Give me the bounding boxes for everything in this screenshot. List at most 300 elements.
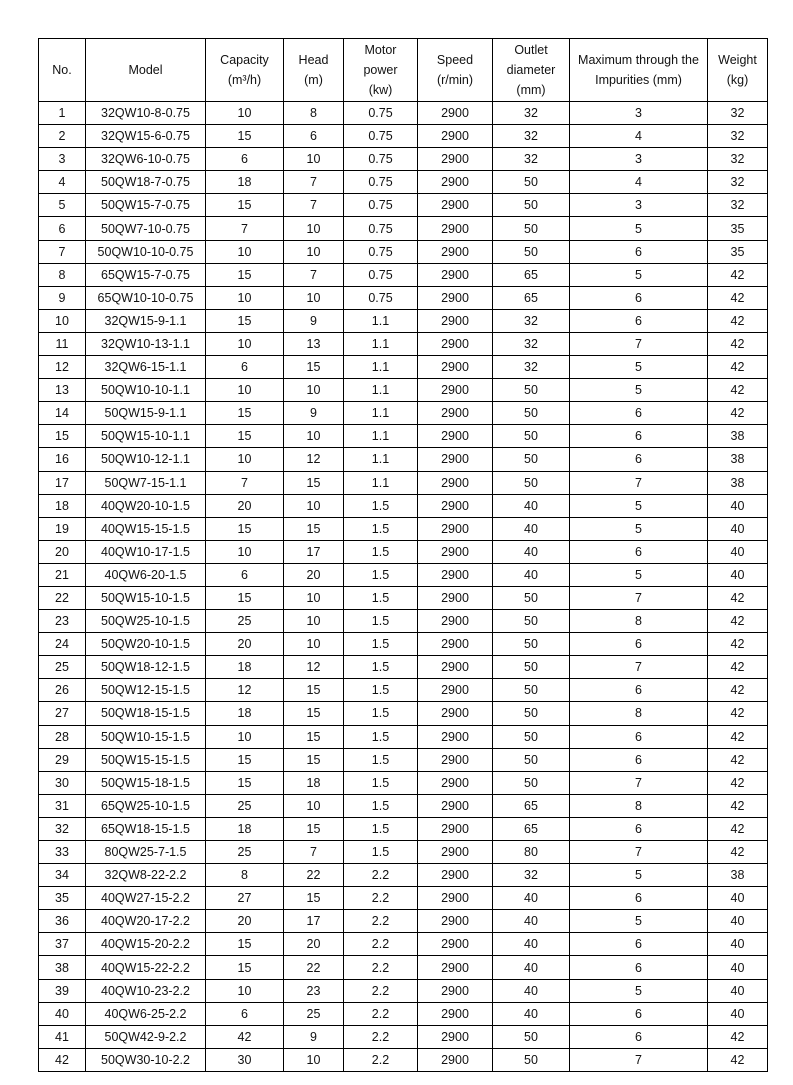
cell-weight: 40 xyxy=(708,933,768,956)
cell-capacity: 7 xyxy=(206,471,284,494)
cell-motor-power: 1.5 xyxy=(344,586,418,609)
cell-head: 22 xyxy=(284,956,344,979)
cell-outlet-diameter: 50 xyxy=(493,217,570,240)
cell-model: 40QW10-23-2.2 xyxy=(86,979,206,1002)
cell-capacity: 6 xyxy=(206,356,284,379)
cell-motor-power: 1.5 xyxy=(344,817,418,840)
cell-no: 15 xyxy=(39,425,86,448)
cell-max-impurities: 6 xyxy=(570,679,708,702)
cell-max-impurities: 6 xyxy=(570,956,708,979)
cell-max-impurities: 6 xyxy=(570,1025,708,1048)
cell-capacity: 15 xyxy=(206,194,284,217)
cell-max-impurities: 3 xyxy=(570,148,708,171)
cell-head: 15 xyxy=(284,679,344,702)
cell-model: 50QW30-10-2.2 xyxy=(86,1048,206,1071)
cell-model: 40QW20-10-1.5 xyxy=(86,494,206,517)
cell-model: 80QW25-7-1.5 xyxy=(86,841,206,864)
cell-speed: 2900 xyxy=(418,171,493,194)
table-row xyxy=(39,656,768,679)
cell-head: 10 xyxy=(284,217,344,240)
cell-speed: 2900 xyxy=(418,633,493,656)
cell-speed: 2900 xyxy=(418,864,493,887)
cell-model: 50QW15-10-1.5 xyxy=(86,586,206,609)
cell-model: 50QW15-15-1.5 xyxy=(86,748,206,771)
cell-outlet-diameter: 65 xyxy=(493,794,570,817)
cell-speed: 2900 xyxy=(418,240,493,263)
cell-outlet-diameter: 32 xyxy=(493,148,570,171)
cell-head: 15 xyxy=(284,725,344,748)
cell-capacity: 15 xyxy=(206,309,284,332)
cell-no: 16 xyxy=(39,448,86,471)
cell-speed: 2900 xyxy=(418,887,493,910)
cell-model: 50QW10-15-1.5 xyxy=(86,725,206,748)
table-row xyxy=(39,425,768,448)
cell-max-impurities: 6 xyxy=(570,425,708,448)
cell-weight: 35 xyxy=(708,217,768,240)
cell-no: 27 xyxy=(39,702,86,725)
cell-no: 14 xyxy=(39,402,86,425)
cell-head: 10 xyxy=(284,148,344,171)
cell-capacity: 25 xyxy=(206,794,284,817)
cell-outlet-diameter: 40 xyxy=(493,956,570,979)
cell-weight: 40 xyxy=(708,540,768,563)
cell-weight: 40 xyxy=(708,1002,768,1025)
cell-model: 40QW15-15-1.5 xyxy=(86,517,206,540)
table-row xyxy=(39,933,768,956)
cell-model: 50QW7-15-1.1 xyxy=(86,471,206,494)
header-motor-power: Motor power (kw) xyxy=(344,39,418,102)
cell-weight: 32 xyxy=(708,125,768,148)
cell-outlet-diameter: 50 xyxy=(493,702,570,725)
cell-max-impurities: 6 xyxy=(570,448,708,471)
cell-outlet-diameter: 40 xyxy=(493,540,570,563)
cell-model: 32QW10-8-0.75 xyxy=(86,102,206,125)
cell-outlet-diameter: 50 xyxy=(493,402,570,425)
cell-speed: 2900 xyxy=(418,425,493,448)
cell-speed: 2900 xyxy=(418,217,493,240)
cell-outlet-diameter: 50 xyxy=(493,656,570,679)
cell-weight: 38 xyxy=(708,448,768,471)
cell-capacity: 10 xyxy=(206,379,284,402)
cell-model: 40QW20-17-2.2 xyxy=(86,910,206,933)
cell-no: 3 xyxy=(39,148,86,171)
cell-model: 50QW10-10-1.1 xyxy=(86,379,206,402)
table-row xyxy=(39,194,768,217)
table-body xyxy=(39,102,768,1072)
cell-head: 7 xyxy=(284,263,344,286)
cell-weight: 42 xyxy=(708,332,768,355)
cell-head: 15 xyxy=(284,817,344,840)
cell-capacity: 18 xyxy=(206,656,284,679)
cell-model: 40QW10-17-1.5 xyxy=(86,540,206,563)
cell-model: 32QW6-10-0.75 xyxy=(86,148,206,171)
table-row xyxy=(39,148,768,171)
table-row xyxy=(39,217,768,240)
cell-max-impurities: 8 xyxy=(570,794,708,817)
table-row xyxy=(39,725,768,748)
cell-speed: 2900 xyxy=(418,725,493,748)
cell-head: 12 xyxy=(284,448,344,471)
cell-weight: 42 xyxy=(708,633,768,656)
cell-motor-power: 1.5 xyxy=(344,610,418,633)
cell-head: 10 xyxy=(284,1048,344,1071)
cell-model: 65QW18-15-1.5 xyxy=(86,817,206,840)
cell-motor-power: 1.1 xyxy=(344,309,418,332)
cell-outlet-diameter: 65 xyxy=(493,263,570,286)
cell-capacity: 10 xyxy=(206,725,284,748)
table-row xyxy=(39,887,768,910)
cell-motor-power: 0.75 xyxy=(344,286,418,309)
cell-weight: 42 xyxy=(708,263,768,286)
cell-head: 9 xyxy=(284,402,344,425)
cell-no: 21 xyxy=(39,563,86,586)
cell-outlet-diameter: 40 xyxy=(493,494,570,517)
cell-no: 39 xyxy=(39,979,86,1002)
cell-outlet-diameter: 50 xyxy=(493,471,570,494)
cell-no: 18 xyxy=(39,494,86,517)
cell-no: 24 xyxy=(39,633,86,656)
cell-motor-power: 1.5 xyxy=(344,517,418,540)
cell-outlet-diameter: 40 xyxy=(493,887,570,910)
cell-motor-power: 2.2 xyxy=(344,1025,418,1048)
cell-weight: 40 xyxy=(708,517,768,540)
cell-no: 34 xyxy=(39,864,86,887)
cell-motor-power: 1.5 xyxy=(344,563,418,586)
cell-motor-power: 1.5 xyxy=(344,633,418,656)
cell-no: 37 xyxy=(39,933,86,956)
cell-capacity: 15 xyxy=(206,425,284,448)
cell-model: 32QW8-22-2.2 xyxy=(86,864,206,887)
cell-speed: 2900 xyxy=(418,610,493,633)
cell-no: 29 xyxy=(39,748,86,771)
table-row xyxy=(39,379,768,402)
cell-max-impurities: 5 xyxy=(570,217,708,240)
table-row xyxy=(39,794,768,817)
cell-speed: 2900 xyxy=(418,194,493,217)
cell-max-impurities: 4 xyxy=(570,171,708,194)
table-header xyxy=(39,39,768,102)
header-weight: Weight (kg) xyxy=(708,39,768,102)
cell-max-impurities: 6 xyxy=(570,725,708,748)
cell-no: 8 xyxy=(39,263,86,286)
cell-weight: 40 xyxy=(708,979,768,1002)
cell-capacity: 15 xyxy=(206,263,284,286)
table-row xyxy=(39,171,768,194)
cell-max-impurities: 5 xyxy=(570,910,708,933)
cell-head: 10 xyxy=(284,610,344,633)
cell-weight: 42 xyxy=(708,356,768,379)
cell-no: 13 xyxy=(39,379,86,402)
cell-motor-power: 2.2 xyxy=(344,1048,418,1071)
cell-max-impurities: 6 xyxy=(570,240,708,263)
cell-outlet-diameter: 50 xyxy=(493,725,570,748)
cell-model: 50QW15-10-1.1 xyxy=(86,425,206,448)
cell-outlet-diameter: 50 xyxy=(493,1025,570,1048)
cell-no: 42 xyxy=(39,1048,86,1071)
cell-motor-power: 2.2 xyxy=(344,979,418,1002)
cell-weight: 38 xyxy=(708,864,768,887)
header-outlet-diameter: Outlet diameter (mm) xyxy=(493,39,570,102)
cell-no: 1 xyxy=(39,102,86,125)
cell-max-impurities: 6 xyxy=(570,748,708,771)
cell-capacity: 18 xyxy=(206,817,284,840)
cell-weight: 42 xyxy=(708,748,768,771)
cell-model: 65QW15-7-0.75 xyxy=(86,263,206,286)
cell-motor-power: 1.5 xyxy=(344,494,418,517)
cell-model: 50QW42-9-2.2 xyxy=(86,1025,206,1048)
cell-no: 5 xyxy=(39,194,86,217)
cell-max-impurities: 6 xyxy=(570,933,708,956)
cell-motor-power: 2.2 xyxy=(344,864,418,887)
cell-speed: 2900 xyxy=(418,586,493,609)
cell-speed: 2900 xyxy=(418,841,493,864)
cell-max-impurities: 5 xyxy=(570,356,708,379)
table-row xyxy=(39,633,768,656)
cell-weight: 42 xyxy=(708,679,768,702)
cell-speed: 2900 xyxy=(418,910,493,933)
cell-motor-power: 2.2 xyxy=(344,956,418,979)
cell-head: 22 xyxy=(284,864,344,887)
cell-model: 50QW15-9-1.1 xyxy=(86,402,206,425)
cell-head: 13 xyxy=(284,332,344,355)
table-row xyxy=(39,102,768,125)
cell-head: 15 xyxy=(284,887,344,910)
cell-weight: 42 xyxy=(708,1025,768,1048)
cell-speed: 2900 xyxy=(418,1048,493,1071)
cell-model: 50QW18-7-0.75 xyxy=(86,171,206,194)
cell-head: 10 xyxy=(284,286,344,309)
cell-head: 12 xyxy=(284,656,344,679)
cell-speed: 2900 xyxy=(418,817,493,840)
cell-no: 38 xyxy=(39,956,86,979)
header-no: No. xyxy=(39,39,86,102)
cell-speed: 2900 xyxy=(418,656,493,679)
cell-outlet-diameter: 32 xyxy=(493,332,570,355)
cell-outlet-diameter: 40 xyxy=(493,979,570,1002)
cell-model: 50QW15-18-1.5 xyxy=(86,771,206,794)
table-row xyxy=(39,841,768,864)
cell-max-impurities: 6 xyxy=(570,1002,708,1025)
cell-max-impurities: 6 xyxy=(570,309,708,332)
cell-head: 6 xyxy=(284,125,344,148)
cell-capacity: 30 xyxy=(206,1048,284,1071)
cell-head: 23 xyxy=(284,979,344,1002)
cell-weight: 42 xyxy=(708,771,768,794)
cell-model: 40QW6-25-2.2 xyxy=(86,1002,206,1025)
cell-outlet-diameter: 50 xyxy=(493,586,570,609)
table-row xyxy=(39,332,768,355)
cell-head: 10 xyxy=(284,240,344,263)
table-row xyxy=(39,1002,768,1025)
cell-weight: 42 xyxy=(708,794,768,817)
cell-capacity: 15 xyxy=(206,517,284,540)
cell-outlet-diameter: 32 xyxy=(493,102,570,125)
cell-motor-power: 0.75 xyxy=(344,263,418,286)
cell-capacity: 15 xyxy=(206,402,284,425)
cell-max-impurities: 7 xyxy=(570,1048,708,1071)
table-row xyxy=(39,286,768,309)
cell-max-impurities: 8 xyxy=(570,610,708,633)
cell-weight: 42 xyxy=(708,817,768,840)
cell-head: 9 xyxy=(284,1025,344,1048)
cell-motor-power: 1.5 xyxy=(344,679,418,702)
cell-max-impurities: 6 xyxy=(570,402,708,425)
cell-head: 15 xyxy=(284,702,344,725)
cell-outlet-diameter: 50 xyxy=(493,448,570,471)
cell-max-impurities: 7 xyxy=(570,332,708,355)
cell-weight: 32 xyxy=(708,194,768,217)
cell-weight: 42 xyxy=(708,656,768,679)
cell-head: 10 xyxy=(284,586,344,609)
cell-speed: 2900 xyxy=(418,402,493,425)
cell-speed: 2900 xyxy=(418,794,493,817)
cell-speed: 2900 xyxy=(418,1002,493,1025)
cell-capacity: 6 xyxy=(206,148,284,171)
table-row xyxy=(39,471,768,494)
table-row xyxy=(39,748,768,771)
cell-max-impurities: 5 xyxy=(570,563,708,586)
cell-weight: 35 xyxy=(708,240,768,263)
cell-capacity: 10 xyxy=(206,240,284,263)
cell-outlet-diameter: 40 xyxy=(493,933,570,956)
cell-motor-power: 1.5 xyxy=(344,748,418,771)
cell-speed: 2900 xyxy=(418,263,493,286)
cell-motor-power: 1.1 xyxy=(344,332,418,355)
cell-outlet-diameter: 40 xyxy=(493,910,570,933)
cell-capacity: 6 xyxy=(206,563,284,586)
cell-no: 33 xyxy=(39,841,86,864)
cell-outlet-diameter: 40 xyxy=(493,563,570,586)
table-row xyxy=(39,448,768,471)
cell-outlet-diameter: 50 xyxy=(493,379,570,402)
cell-no: 10 xyxy=(39,309,86,332)
cell-motor-power: 1.5 xyxy=(344,841,418,864)
cell-speed: 2900 xyxy=(418,771,493,794)
cell-motor-power: 1.5 xyxy=(344,725,418,748)
cell-weight: 42 xyxy=(708,379,768,402)
cell-head: 17 xyxy=(284,910,344,933)
cell-model: 65QW25-10-1.5 xyxy=(86,794,206,817)
cell-model: 50QW20-10-1.5 xyxy=(86,633,206,656)
cell-model: 65QW10-10-0.75 xyxy=(86,286,206,309)
cell-weight: 32 xyxy=(708,148,768,171)
cell-no: 12 xyxy=(39,356,86,379)
cell-weight: 32 xyxy=(708,102,768,125)
cell-max-impurities: 7 xyxy=(570,471,708,494)
cell-max-impurities: 3 xyxy=(570,102,708,125)
cell-motor-power: 0.75 xyxy=(344,217,418,240)
header-model: Model xyxy=(86,39,206,102)
cell-motor-power: 1.1 xyxy=(344,448,418,471)
cell-outlet-diameter: 50 xyxy=(493,633,570,656)
cell-head: 15 xyxy=(284,517,344,540)
cell-outlet-diameter: 32 xyxy=(493,125,570,148)
cell-no: 23 xyxy=(39,610,86,633)
table-row xyxy=(39,586,768,609)
cell-max-impurities: 5 xyxy=(570,494,708,517)
cell-head: 7 xyxy=(284,841,344,864)
cell-outlet-diameter: 50 xyxy=(493,771,570,794)
cell-head: 15 xyxy=(284,748,344,771)
cell-capacity: 12 xyxy=(206,679,284,702)
cell-no: 6 xyxy=(39,217,86,240)
cell-capacity: 15 xyxy=(206,125,284,148)
cell-speed: 2900 xyxy=(418,286,493,309)
cell-model: 40QW15-20-2.2 xyxy=(86,933,206,956)
cell-head: 25 xyxy=(284,1002,344,1025)
cell-capacity: 7 xyxy=(206,217,284,240)
cell-motor-power: 1.5 xyxy=(344,771,418,794)
cell-speed: 2900 xyxy=(418,102,493,125)
cell-speed: 2900 xyxy=(418,309,493,332)
cell-capacity: 20 xyxy=(206,633,284,656)
cell-motor-power: 0.75 xyxy=(344,102,418,125)
cell-motor-power: 1.1 xyxy=(344,402,418,425)
cell-capacity: 10 xyxy=(206,448,284,471)
cell-weight: 38 xyxy=(708,425,768,448)
cell-model: 50QW10-10-0.75 xyxy=(86,240,206,263)
cell-speed: 2900 xyxy=(418,471,493,494)
cell-model: 50QW18-12-1.5 xyxy=(86,656,206,679)
cell-capacity: 18 xyxy=(206,702,284,725)
cell-no: 19 xyxy=(39,517,86,540)
cell-outlet-diameter: 50 xyxy=(493,240,570,263)
cell-head: 10 xyxy=(284,379,344,402)
cell-outlet-diameter: 50 xyxy=(493,194,570,217)
cell-weight: 42 xyxy=(708,286,768,309)
cell-capacity: 10 xyxy=(206,540,284,563)
cell-capacity: 10 xyxy=(206,979,284,1002)
cell-motor-power: 0.75 xyxy=(344,171,418,194)
cell-weight: 42 xyxy=(708,402,768,425)
cell-speed: 2900 xyxy=(418,702,493,725)
cell-head: 15 xyxy=(284,356,344,379)
cell-capacity: 25 xyxy=(206,841,284,864)
cell-model: 50QW15-7-0.75 xyxy=(86,194,206,217)
cell-motor-power: 1.5 xyxy=(344,702,418,725)
cell-capacity: 15 xyxy=(206,933,284,956)
cell-speed: 2900 xyxy=(418,1025,493,1048)
cell-motor-power: 1.5 xyxy=(344,656,418,679)
cell-capacity: 20 xyxy=(206,910,284,933)
cell-no: 17 xyxy=(39,471,86,494)
cell-no: 4 xyxy=(39,171,86,194)
cell-motor-power: 0.75 xyxy=(344,148,418,171)
cell-outlet-diameter: 40 xyxy=(493,1002,570,1025)
cell-model: 32QW15-6-0.75 xyxy=(86,125,206,148)
cell-weight: 42 xyxy=(708,1048,768,1071)
table-row xyxy=(39,910,768,933)
table-row xyxy=(39,817,768,840)
cell-no: 2 xyxy=(39,125,86,148)
cell-max-impurities: 6 xyxy=(570,817,708,840)
header-speed: Speed (r/min) xyxy=(418,39,493,102)
table-row xyxy=(39,402,768,425)
cell-model: 32QW10-13-1.1 xyxy=(86,332,206,355)
cell-max-impurities: 8 xyxy=(570,702,708,725)
cell-no: 28 xyxy=(39,725,86,748)
cell-max-impurities: 7 xyxy=(570,841,708,864)
cell-head: 15 xyxy=(284,471,344,494)
cell-head: 20 xyxy=(284,933,344,956)
cell-model: 32QW6-15-1.1 xyxy=(86,356,206,379)
cell-outlet-diameter: 50 xyxy=(493,1048,570,1071)
cell-speed: 2900 xyxy=(418,979,493,1002)
cell-speed: 2900 xyxy=(418,563,493,586)
table-row xyxy=(39,494,768,517)
table-row xyxy=(39,263,768,286)
cell-head: 10 xyxy=(284,794,344,817)
